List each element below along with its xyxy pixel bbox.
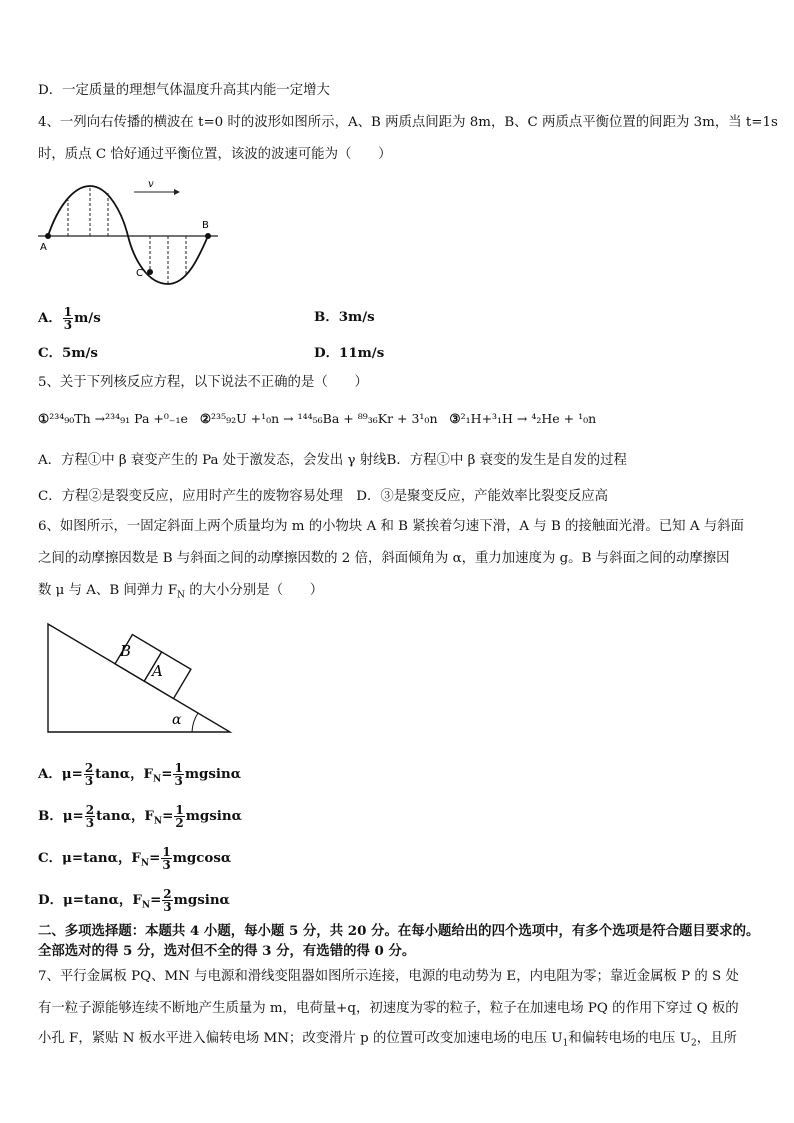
incline-figure [44, 620, 236, 736]
point-c [147, 269, 153, 275]
angle-arc [192, 713, 198, 732]
arrow-head-icon [174, 189, 180, 195]
q4-stem-line1: 4、一列向右传播的横波在 t=0 时的波形如图所示，A、B 两质点间距为 8m，B、C 两质点平衡位置的间距为 3m，当 t=1s [38, 115, 778, 130]
eq3-marker: ③ [449, 411, 461, 426]
label-b: B [202, 220, 209, 231]
label-c: C [136, 268, 143, 279]
q4-option-c: C．5m/s [38, 345, 98, 361]
prev-option-d: D．一定质量的理想气体温度升高其内能一定增大 [38, 83, 330, 98]
q5-equations [38, 410, 596, 428]
label-alpha: α [172, 712, 182, 728]
label-v: v [148, 179, 154, 190]
wave-figure [36, 172, 226, 292]
q6-stem-line3: 数 μ 与 A、B 间弹力 $F_N$ 的大小分别是（ ） [38, 583, 324, 601]
q4-option-d: D．11m/s [314, 345, 385, 361]
q4-stem-line2: 时，质点 C 恰好通过平衡位置，该波的波速可能为（ ） [38, 147, 392, 162]
q6-stem-line2: 之间的动摩擦因数是 B 与斜面之间的动摩擦因数的 2 倍，斜面倾角为 α，重力加速度为 g。B 与斜面之间的动摩擦因 [38, 551, 730, 566]
label-a: A [40, 242, 47, 253]
equation-2: ²³⁵₉₂U +¹₀n → ¹⁴⁴₅₆Ba + ⁸⁹₃₆Kr + 3¹₀n [211, 411, 438, 426]
label-block-a: A [152, 662, 163, 680]
q7-stem-line2: 有一粒子源能够连续不断地产生质量为 m，电荷量+q，初速度为零的粒子，粒子在加速电场 PQ 的作用下穿过 Q 板的 [38, 1001, 739, 1016]
section2-heading-line2: 全部选对的得 5 分，选对但不全的得 3 分，有选错的得 0 分。 [38, 943, 416, 959]
q4-option-a: A． $\frac{1}{3}$ m/s [38, 305, 101, 332]
eq2-marker: ② [199, 411, 212, 426]
equation-1: ²³⁴₉₀Th →²³⁴₉₁ Pa +⁰₋₁e [49, 411, 188, 426]
q5-options-ab: A．方程①中 β 衰变产生的 Pa 处于激发态，会发出 γ 射线B．方程①中 β 衰变的发生是自发的过程 [38, 453, 627, 468]
q5-options-cd: C．方程②是裂变反应，应用时产生的废物容易处理 D．③是聚变反应，产能效率比裂变反应高 [38, 489, 608, 504]
q7-stem-line3: 小孔 F，紧贴 N 板水平进入偏转电场 MN；改变滑片 p 的位置可改变加速电场的电压 $U_1$和偏转电场的电压 $U_2$，且所 [38, 1031, 737, 1049]
point-a [45, 233, 51, 239]
point-b [205, 233, 211, 239]
q6-option-d: D．μ=tanα，$F_N=$ $\frac{2}{3}$ mgsinα [38, 887, 230, 914]
q7-stem-line1: 7、平行金属板 PQ、MN 与电源和滑线变阻器如图所示连接，电源的电动势为 E，内电阻为零；靠近金属板 P 的 S 处 [38, 969, 739, 984]
wave-curve [48, 186, 208, 284]
q6-option-c: C．μ=tanα，$F_N=$ $\frac{1}{3}$ mgcosα [38, 845, 232, 872]
q6-option-a: A．μ= $\frac{2}{3}$ tanα，$F_N=$ $\frac{1}{3}$ mgsinα [38, 761, 242, 788]
q4-option-b: B．3m/s [314, 309, 375, 325]
section2-heading-line1: 二、多项选择题：本题共 4 小题，每小题 5 分，共 20 分。在每小题给出的四个选项中，有多个选项是符合题目要求的。 [38, 923, 760, 939]
q5-stem: 5、关于下列核反应方程，以下说法不正确的是（ ） [38, 375, 368, 390]
eq1-marker: ① [38, 411, 50, 426]
equation-3: ²₁H+³₁H → ⁴₂He + ¹₀n [460, 411, 597, 426]
label-block-b: B [120, 642, 132, 660]
q6-option-b: B．μ= $\frac{2}{3}$ tanα，$F_N=$ $\frac{1}{2}$ mgsinα [38, 803, 242, 830]
q6-stem-line1: 6、如图所示，一固定斜面上两个质量均为 m 的小物块 A 和 B 紧挨着匀速下滑，A 与 B 的接触面光滑。已知 A 与斜面 [38, 519, 744, 534]
